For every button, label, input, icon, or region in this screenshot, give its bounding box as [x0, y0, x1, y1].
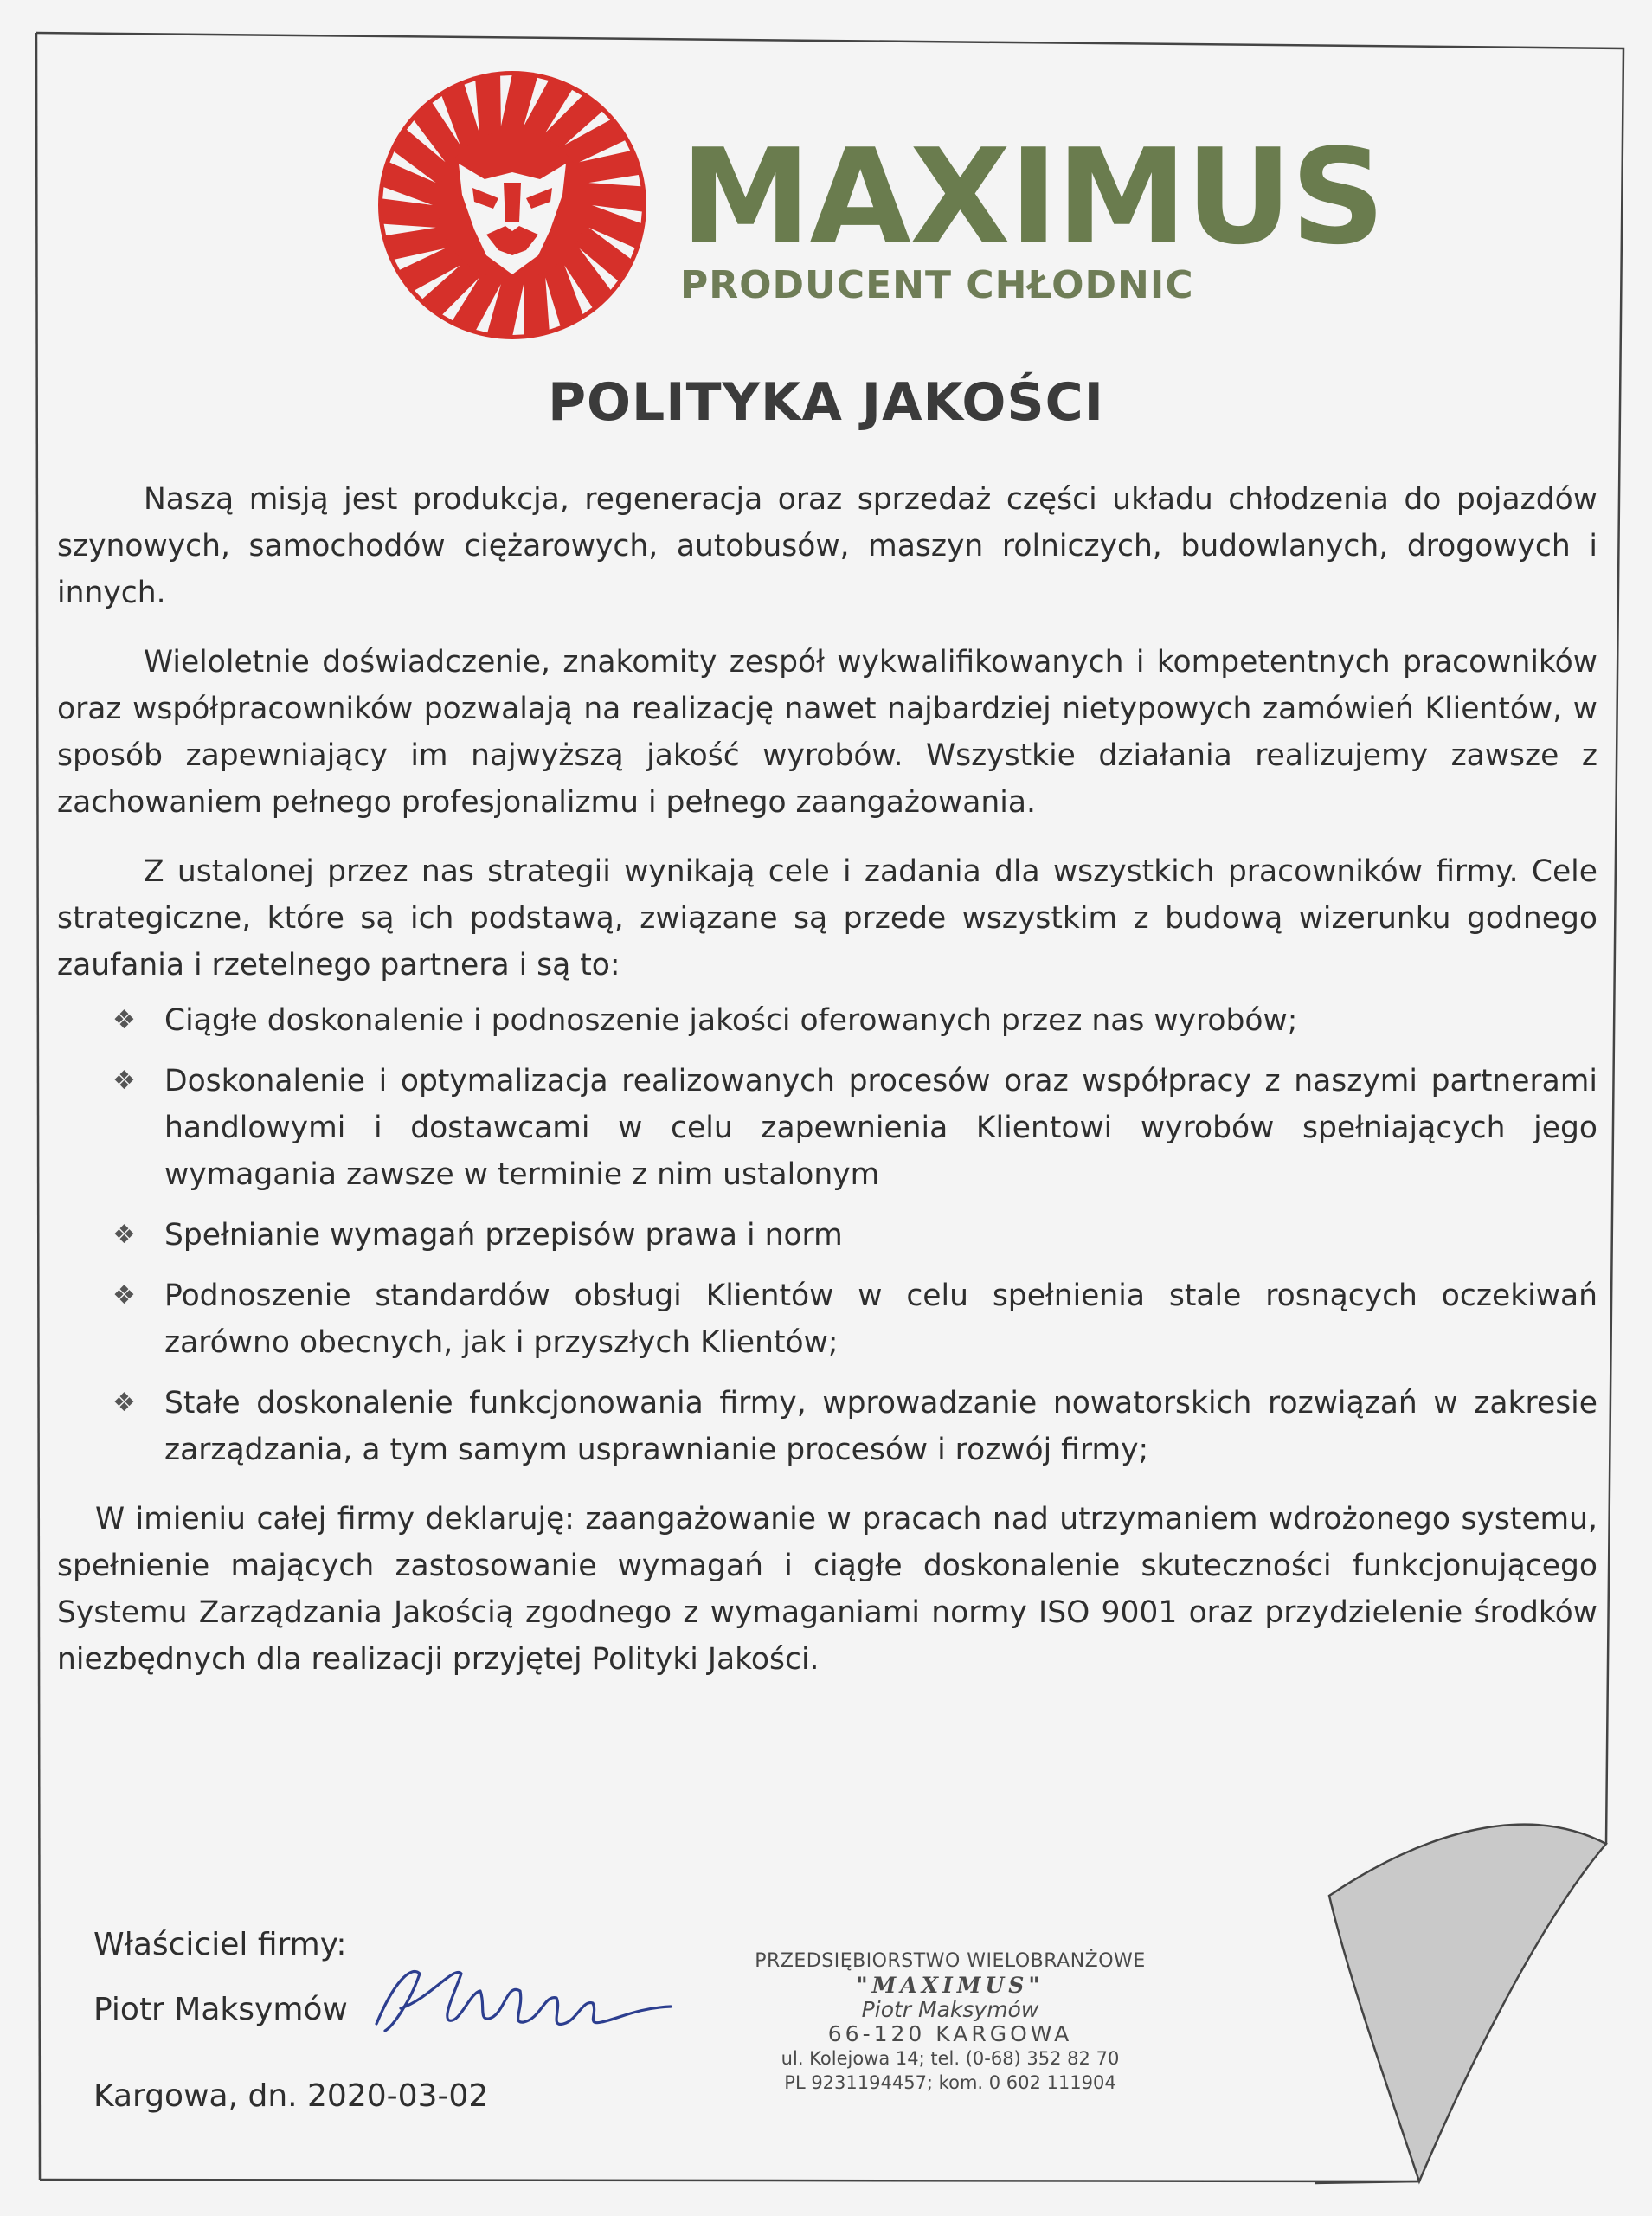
bullet-icon: ❖: [112, 1388, 136, 1418]
list-item: [57, 1212, 1597, 1259]
stamp-owner: Piotr Maksymów: [861, 1997, 1039, 2022]
signature: [359, 1948, 688, 2052]
bullet-text: Stałe doskonalenie funkcjonowania firmy, wprowadzanie nowatorskich rozwiązań w zakresie zarządzania, a tym samym usprawnianie procesów i rozwój firmy;: [164, 1386, 1597, 1467]
owner-label: Właściciel firmy:: [93, 1927, 347, 1962]
stamp-company-type: PRZEDSIĘBIORSTWO WIELOBRANŻOWE: [755, 1950, 1146, 1972]
stamp-tax-id: PL 9231194457; kom. 0 602 111904: [784, 2072, 1116, 2093]
bullet-text: Podnoszenie standardów obsługi Klientów w celu spełnienia stale rosnących oczekiwań zarówno obecnych, jak i przyszłych Klientów;: [164, 1279, 1597, 1360]
declaration-paragraph: W imieniu całej firmy deklaruję: zaangażowanie w pracach nad utrzymaniem wdrożonego systemu, spełnienie mających zastosowanie wymagań i ciągłe doskonalenie skuteczności funkcjonującego Systemu Zarządzania Jakością zgodnego z wymaganiami normy ISO 9001 oraz przydzielenie środków niezbędnych dla realizacji przyjętej Polityki Jakości.: [57, 1502, 1597, 1677]
owner-name: Piotr Maksymów: [93, 1992, 348, 2027]
lion-head-icon: [378, 71, 646, 339]
list-item: [57, 1380, 1597, 1473]
bullet-text: Ciągłe doskonalenie i podnoszenie jakości oferowanych przez nas wyrobów;: [164, 1003, 1298, 1038]
list-item: [57, 997, 1597, 1044]
bullet-text: Doskonalenie i optymalizacja realizowanych procesów oraz współpracy z naszymi partnerami handlowymi i dostawcami w celu zapewnienia Klientowi wyrobów spełniających jego wymagania zawsze w terminie z nim ustalonym: [164, 1064, 1597, 1192]
company-stamp: [725, 1949, 1175, 2095]
list-item: [57, 1058, 1597, 1198]
document-title: POLITYKA JAKOŚCI: [548, 372, 1104, 433]
bullet-icon: ❖: [112, 1005, 136, 1035]
document-body: [57, 476, 1597, 1705]
place-date: Kargowa, dn. 2020-03-02: [93, 2078, 489, 2114]
bullet-icon: ❖: [112, 1066, 136, 1096]
stamp-address: ul. Kolejowa 14; tel. (0-68) 352 82 70: [781, 2048, 1120, 2069]
strategy-paragraph: Z ustalonej przez nas strategii wynikają cele i zadania dla wszystkich pracowników firmy. Cele strategiczne, które są ich podstawą, związane są przede wszystkim z budową wizerunku godnego zaufania i rzetelnego partnera i są to:: [57, 854, 1597, 982]
strategic-goals-list: [57, 997, 1597, 1473]
brand-tagline: PRODUCENT CHŁODNIC: [680, 263, 1194, 307]
stamp-city: 66-120 KARGOWA: [827, 2021, 1073, 2046]
stamp-company-name: "MAXIMUS": [856, 1973, 1045, 1998]
bullet-icon: ❖: [112, 1220, 136, 1250]
list-item: [57, 1272, 1597, 1366]
experience-paragraph: Wieloletnie doświadczenie, znakomity zespół wykwalifikowanych i kompetentnych pracowników oraz współpracowników pozwalają na realizację nawet najbardziej nietypowych zamówień Klientów, w sposób zapewniający im najwyższą jakość wyrobów. Wszystkie działania realizujemy zawsze z zachowaniem pełnego profesjonalizmu i pełnego zaangażowania.: [57, 645, 1597, 820]
mission-paragraph: Naszą misją jest produkcja, regeneracja oraz sprzedaż części układu chłodzenia do pojazdów szynowych, samochodów ciężarowych, autobusów, maszyn rolniczych, budowlanych, drogowych i innych.: [57, 482, 1597, 610]
bullet-icon: ❖: [112, 1280, 136, 1311]
bullet-text: Spełnianie wymagań przepisów prawa i norm: [164, 1218, 843, 1253]
brand-name: MAXIMUS: [680, 120, 1384, 274]
